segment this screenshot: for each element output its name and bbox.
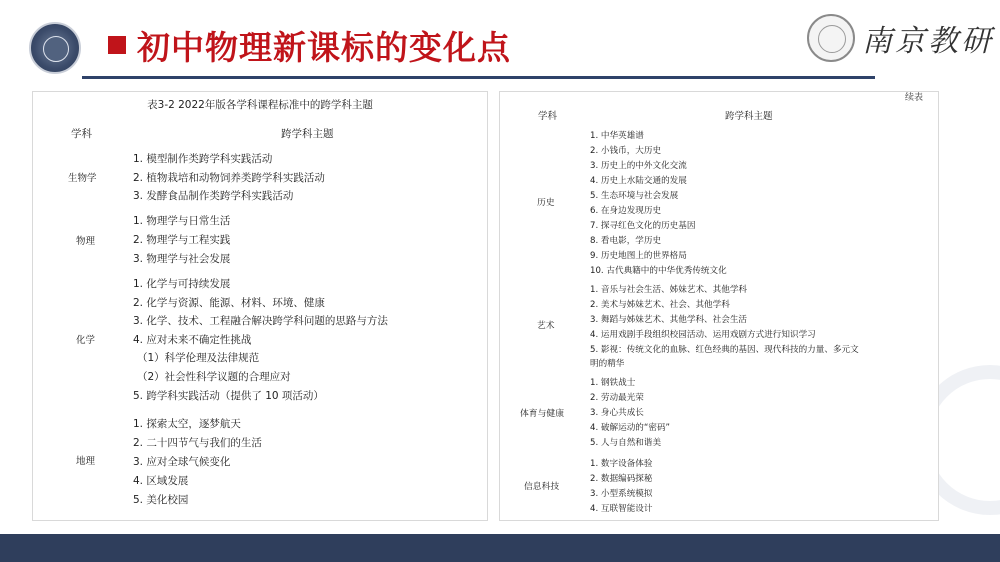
- list-item: 8. 看电影，学历史: [590, 236, 662, 246]
- list-item: 4. 区域发展: [133, 475, 189, 487]
- list-item: 4. 历史上水陆交通的发展: [590, 176, 687, 186]
- list-item: 5. 人与自然和谐美: [590, 438, 662, 448]
- list-item: 1. 模型制作类跨学科实践活动: [133, 153, 273, 165]
- list-item: 2. 化学与资源、能源、材料、环境、健康: [133, 297, 325, 309]
- list-item: 2. 美术与姊妹艺术、社会、其他学科: [590, 300, 730, 310]
- subject-history: 历史: [537, 198, 555, 208]
- list-item: 1. 中华英雄谱: [590, 131, 644, 141]
- list-item: 3. 发酵食品制作类跨学科实践活动: [133, 190, 294, 202]
- right-col-subject-header: 学科: [538, 111, 558, 122]
- nanjing-seal-logo: [807, 14, 855, 62]
- continued-label: 续表: [905, 93, 924, 103]
- list-item: 明的精华: [590, 359, 625, 369]
- list-item: 1. 物理学与日常生活: [133, 215, 231, 227]
- list-item: 10. 古代典籍中的中华优秀传统文化: [590, 266, 727, 276]
- left-col-subject-header: 学科: [71, 128, 92, 140]
- subject-pe-health: 体育与健康: [520, 409, 564, 419]
- subject-chemistry: 化学: [76, 335, 96, 346]
- list-item: 5. 跨学科实践活动（提供了 10 项活动）: [133, 390, 324, 402]
- list-item: 3. 物理学与社会发展: [133, 253, 231, 265]
- list-item: 5. 生态环境与社会发展: [590, 191, 679, 201]
- subject-arts: 艺术: [537, 321, 555, 331]
- page-title: 初中物理新课标的变化点: [137, 28, 511, 67]
- list-item: （1）科学伦理及法律规范: [137, 352, 260, 364]
- right-table-image: [499, 91, 939, 521]
- list-item: 1. 化学与可持续发展: [133, 278, 231, 290]
- left-table-caption: 表3-2 2022年版各学科课程标准中的跨学科主题: [147, 99, 373, 111]
- footer-bar: [0, 534, 1000, 562]
- list-item: 5. 美化校园: [133, 494, 189, 506]
- left-table-image: [32, 91, 488, 521]
- list-item: 4. 运用戏剧手段组织校园活动、运用戏剧方式进行知识学习: [590, 330, 816, 340]
- subject-physics: 物理: [76, 236, 96, 247]
- subject-biology: 生物学: [68, 173, 97, 184]
- nanjing-jiaoyan-logo-text: 南京教研: [862, 24, 994, 59]
- list-item: 2. 劳动最光荣: [590, 393, 644, 403]
- title-underline: [82, 76, 875, 79]
- list-item: 4. 破解运动的“密码”: [590, 423, 670, 433]
- list-item: 3. 身心共成长: [590, 408, 644, 418]
- list-item: 3. 化学、技术、工程融合解决跨学科问题的思路与方法: [133, 315, 388, 327]
- list-item: 4. 互联智能设计: [590, 504, 653, 514]
- title-bullet-icon: [108, 36, 126, 54]
- list-item: 3. 舞蹈与姊妹艺术、其他学科、社会生活: [590, 315, 748, 325]
- list-item: 3. 小型系统模拟: [590, 489, 653, 499]
- list-item: 2. 数据编码探秘: [590, 474, 653, 484]
- list-item: 2. 植物栽培和动物饲养类跨学科实践活动: [133, 172, 325, 184]
- list-item: 6. 在身边发现历史: [590, 206, 662, 216]
- list-item: 1. 数字设备体验: [590, 459, 653, 469]
- list-item: 1. 探索太空，逐梦航天: [133, 418, 241, 430]
- subject-info-tech: 信息科技: [524, 482, 560, 492]
- right-col-topic-header: 跨学科主题: [725, 111, 773, 122]
- list-item: 1. 钢铁战士: [590, 378, 636, 388]
- list-item: 3. 应对全球气候变化: [133, 456, 231, 468]
- list-item: 5. 影视：传统文化的血脉、红色经典的基因、现代科技的力量、多元文: [590, 345, 859, 355]
- list-item: （2）社会性科学议题的合理应对: [137, 371, 291, 383]
- list-item: 2. 小钱币，大历史: [590, 146, 662, 156]
- list-item: 9. 历史地图上的世界格局: [590, 251, 687, 261]
- list-item: 4. 应对未来不确定性挑战: [133, 334, 252, 346]
- subject-geography: 地理: [76, 456, 96, 467]
- list-item: 3. 历史上的中外文化交流: [590, 161, 687, 171]
- list-item: 2. 物理学与工程实践: [133, 234, 231, 246]
- school-seal-logo: [29, 22, 81, 74]
- list-item: 1. 音乐与社会生活、姊妹艺术、其他学科: [590, 285, 748, 295]
- list-item: 2. 二十四节气与我们的生活: [133, 437, 262, 449]
- list-item: 7. 探寻红色文化的历史基因: [590, 221, 696, 231]
- left-col-topic-header: 跨学科主题: [281, 128, 334, 140]
